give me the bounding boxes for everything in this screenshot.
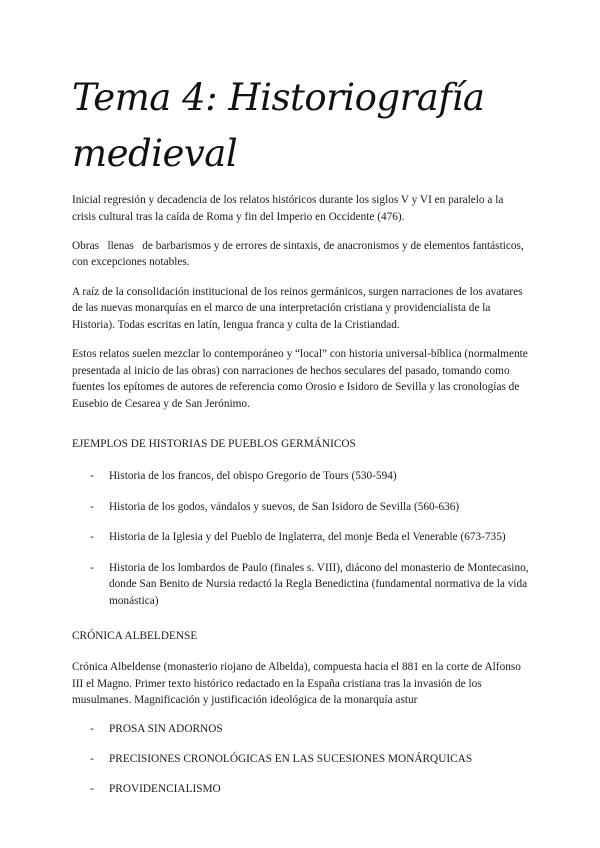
document-title: Tema 4: Historiografía medieval	[72, 76, 485, 175]
dash-bullet: -	[90, 753, 94, 766]
list-item	[72, 781, 530, 798]
intro-paragraph-2: Obras llenas de barbarismos y de errores de sintaxis, de anacronismos y de elementos fantásticos, con excepciones notables.	[72, 239, 527, 269]
list-item-text: PROSA SIN ADORNOS	[109, 723, 223, 736]
albeldense-features-list	[72, 721, 530, 797]
dash-bullet: -	[90, 469, 94, 482]
list-item-text: Historia de los godos, vándalos y suevos, de San Isidoro de Sevilla (560-636)	[109, 500, 460, 513]
intro-paragraph-3: A raíz de la consolidación institucional de los reinos germánicos, surgen narraciones de los avatares de las nuevas monarquías en el marco de una interpretación cristiana y providencialista de la Historia). Todas escritas en latín, lengua franca y culta de la Cristiandad.	[72, 285, 523, 331]
list-item	[72, 560, 530, 610]
dash-bullet: -	[90, 782, 94, 795]
intro-paragraph-4: Estos relatos suelen mezclar lo contemporáneo y “local” con historia universal-bíblica (normalmente presentada al inicio de las obras) con narraciones de hechos seculares del pasado, tomando como fuentes los epítomes de autores de referencia como Orosio e Isidoro de Sevilla y las cronologías de Eusebio de Cesarea y de San Jerónimo.	[72, 347, 528, 410]
list-item	[72, 751, 530, 768]
examples-list	[72, 468, 530, 610]
list-item-text: PROVIDENCIALISMO	[109, 782, 221, 795]
document-page	[72, 70, 530, 810]
examples-section-heading: EJEMPLOS DE HISTORIAS DE PUEBLOS GERMÁNICOS	[72, 438, 356, 451]
list-item-text: PRECISIONES CRONOLÓGICAS EN LAS SUCESIONES MONÁRQUICAS	[109, 753, 473, 766]
list-item	[72, 468, 530, 485]
dash-bullet: -	[90, 500, 94, 513]
dash-bullet: -	[90, 723, 94, 736]
intro-paragraph-1: Inicial regresión y decadencia de los relatos históricos durante los siglos V y VI en paralelo a la crisis cultural tras la caída de Roma y fin del Imperio en Occidente (476).	[72, 194, 504, 223]
list-item-text: Historia de la Iglesia y del Pueblo de Inglaterra, del monje Beda el Venerable (673-735)	[109, 531, 506, 544]
list-item	[72, 499, 530, 516]
list-item-text: Historia de los lombardos de Paulo (finales s. VIII), diácono del monasterio de Montecasino, donde San Benito de Nursia redactó la Regla Benedictina (fundamental normativa de la vida monástica)	[109, 561, 529, 607]
albeldense-paragraph: Crónica Albeldense (monasterio riojano de Albelda), compuesta hacia el 881 en la corte de Alfonso III el Magno. Primer texto histórico redactado en la España cristiana tras la invasión de los musulmanes. Magnificación y justificación ideológica de la monarquía astur	[72, 661, 521, 707]
list-item	[72, 721, 530, 738]
list-item-text: Historia de los francos, del obispo Gregorio de Tours (530-594)	[109, 469, 397, 482]
dash-bullet: -	[90, 531, 94, 544]
dash-bullet: -	[90, 561, 94, 574]
albeldense-section-heading: CRÓNICA ALBELDENSE	[72, 630, 198, 643]
list-item	[72, 529, 530, 546]
